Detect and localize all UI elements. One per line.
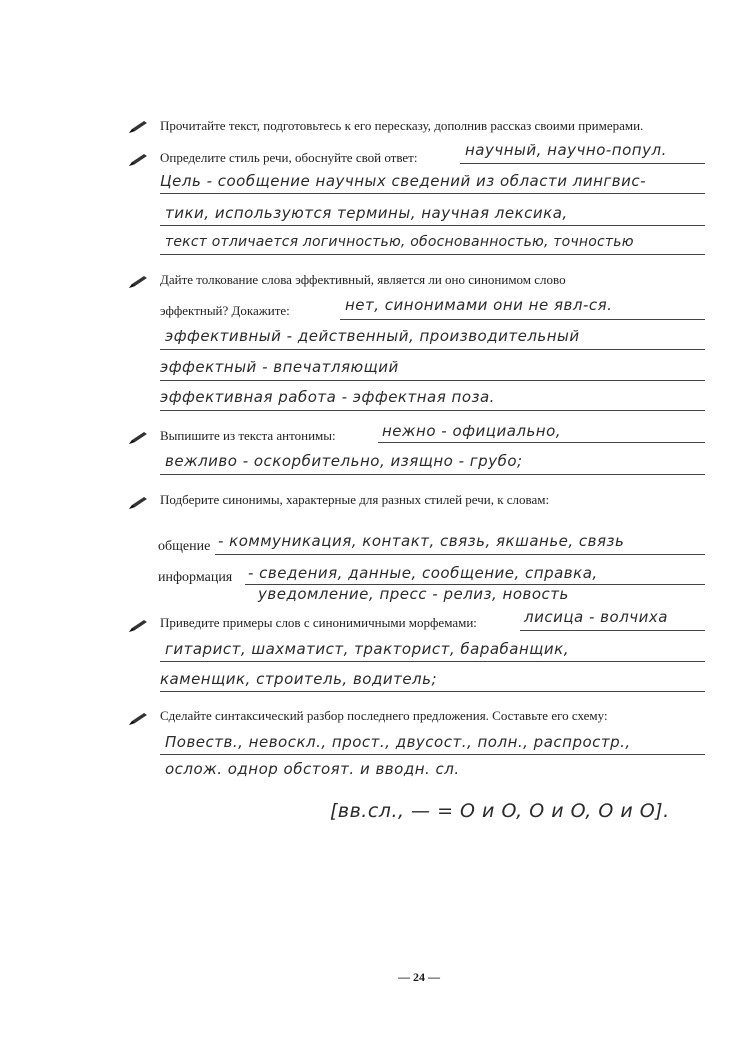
task-7-answer-line-1: Повеств., невоскл., прост., двусост., полн., распростр.,: [165, 733, 631, 751]
task-3-answer-line-3: эффектный - впечатляющий: [160, 358, 399, 376]
task-3-instruction-line-2: эффектный? Докажите:: [160, 303, 290, 318]
pencil-icon: [128, 431, 148, 445]
task-6-answer-line-1: лисица - волчиха: [524, 608, 668, 626]
task-3-instruction-line-1: Дайте толкование слова эффективный, является ли оно синонимом слово: [160, 272, 566, 287]
task-6-instruction: Приведите примеры слов с синонимичными морфемами:: [160, 615, 477, 630]
task-3-answer-line-2: эффективный - действенный, производительный: [165, 327, 580, 345]
task-2-instruction: Определите стиль речи, обоснуйте свой ответ:: [160, 150, 418, 165]
task-4-instruction: Выпишите из текста антонимы:: [160, 428, 336, 443]
task-1-instruction: Прочитайте текст, подготовьтесь к его пересказу, дополнив рассказ своими примерами.: [160, 118, 644, 133]
task-5-word-2: информация: [158, 570, 233, 585]
task-5-instruction: Подберите синонимы, характерные для разных стилей речи, к словам:: [160, 492, 550, 507]
pencil-icon: [128, 153, 148, 167]
task-5-word-1: общение: [158, 539, 211, 554]
task-5-word-1-answer: - коммуникация, контакт, связь, якшанье, связь: [218, 532, 625, 550]
task-3-answer-line-4: эффективная работа - эффектная поза.: [160, 388, 495, 406]
task-3-answer-line-1: нет, синонимами они не явл-ся.: [345, 296, 613, 314]
syntax-scheme: [вв.сл., — = O и O, O и O, O и O].: [330, 800, 670, 822]
page-number: — 24 —: [398, 970, 440, 984]
pencil-icon: [128, 496, 148, 510]
pencil-icon: [128, 275, 148, 289]
task-4-answer-line-2: вежливо - оскорбительно, изящно - грубо;: [165, 452, 523, 470]
task-5-word-2-answer: - сведения, данные, сообщение, справка,: [248, 564, 598, 582]
task-2-answer-line-4: текст отличается логичностью, обоснованностью, точностью: [165, 234, 634, 250]
task-7-instruction: Сделайте синтаксический разбор последнего предложения. Составьте его схему:: [160, 708, 608, 723]
task-7-answer-line-2: ослож. однор обстоят. и вводн. сл.: [165, 760, 460, 778]
task-5-word-2-answer-line-2: уведомление, пресс - релиз, новость: [258, 585, 569, 603]
pencil-icon: [128, 619, 148, 633]
task-2-answer-line-2: Цель - сообщение научных сведений из области лингвис-: [160, 172, 647, 190]
task-2-answer-line-1: научный, научно-попул.: [465, 141, 667, 159]
pencil-icon: [128, 712, 148, 726]
task-4-answer-line-1: нежно - официально,: [382, 422, 562, 440]
task-6-answer-line-3: каменщик, строитель, водитель;: [160, 670, 438, 688]
task-2-answer-line-3: тики, используются термины, научная лексика,: [165, 204, 568, 222]
pencil-icon: [128, 120, 148, 134]
task-6-answer-line-2: гитарист, шахматист, тракторист, барабанщик,: [165, 640, 569, 658]
